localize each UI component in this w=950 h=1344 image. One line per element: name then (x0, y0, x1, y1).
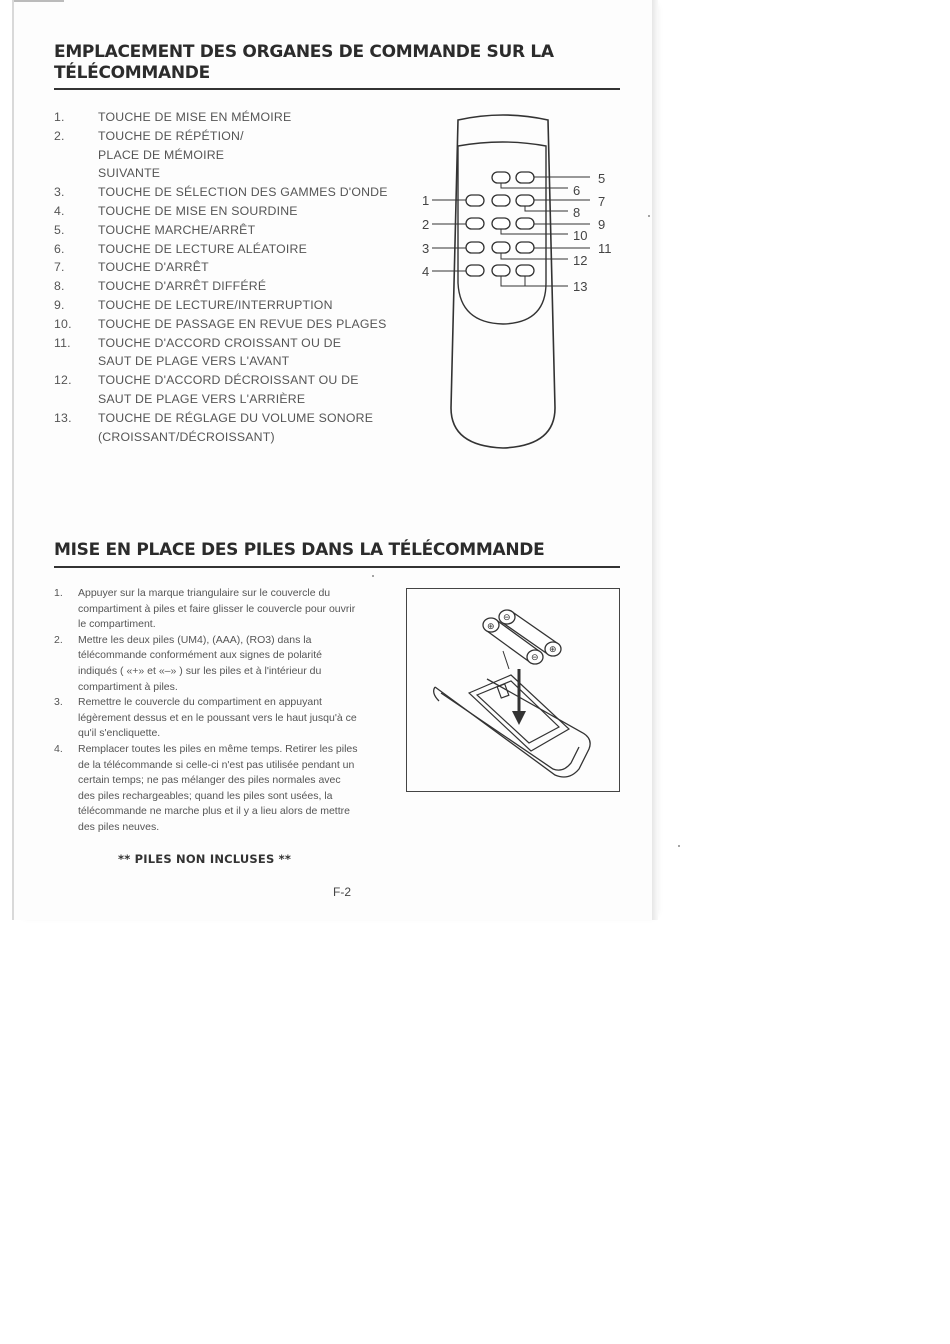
remote-button (466, 218, 484, 229)
list-item: 2. TOUCHE DE RÉPÉTION/ PLACE DE MÉMOIRE SUIVANTE (54, 128, 244, 181)
remote-button (492, 172, 510, 183)
section-title-controls: EMPLACEMENT DES ORGANES DE COMMANDE SUR LA TÉLÉCOMMANDE (54, 42, 554, 83)
callout-numbers (422, 171, 612, 294)
remote-outline (451, 115, 555, 448)
remote-button (516, 265, 534, 276)
callout-label: 5 (598, 171, 606, 186)
remote-button (466, 195, 484, 206)
controls-list (54, 108, 414, 446)
list-item: 1. TOUCHE DE MISE EN MÉMOIRE (54, 110, 292, 124)
callout-label: 3 (422, 241, 430, 256)
callout-label: 8 (573, 205, 581, 220)
callout-label: 4 (422, 264, 430, 279)
plus-symbol-icon: ⊕ (549, 645, 557, 655)
list-item: 4. Remplacer toutes les piles en même temps. Retirer les piles de la télécommande si celle-ci n'est pas utilisée pendant un certain temps; ne pas mélanger des piles normales avec des piles rechargeables; quand les piles sont usées, la télécommande ne marche plus et il y a lieu alors de mettre des piles neuves. (54, 742, 358, 833)
remote-button (492, 195, 510, 206)
page-edge-shadow (652, 0, 658, 920)
callout-label: 9 (598, 217, 606, 232)
list-item: 8. TOUCHE D'ARRÊT DIFFÉRÉ (54, 279, 267, 294)
callout-label: 2 (422, 217, 430, 232)
remote-button (516, 242, 534, 253)
list-item: 2. Mettre les deux piles (UM4), (AAA), (RO3) dans la télécommande conformément aux signes de polarité indiqués ( «+» et «–» ) sur les piles et à l'intérieur du compartiment à piles. (54, 633, 322, 693)
list-item: 4. TOUCHE DE MISE EN SOURDINE (54, 203, 298, 218)
list-item: 7. TOUCHE D'ARRÊT (54, 260, 209, 275)
list-item: 12. TOUCHE D'ACCORD DÉCROISSANT OU DE SAUT DE PLAGE VERS L'ARRIÈRE (54, 373, 359, 406)
callout-label: 11 (598, 241, 612, 256)
remote-button (492, 218, 510, 229)
remote-control-diagram (418, 108, 628, 458)
remote-button (516, 172, 534, 183)
remote-button (516, 218, 534, 229)
callout-label: 6 (573, 183, 581, 198)
batteries-not-included-note: ** PILES NON INCLUSES ** (118, 852, 292, 866)
callout-label: 13 (573, 279, 588, 294)
callout-label: 12 (573, 253, 588, 268)
list-item: 3. Remettre le couvercle du compartiment en appuyant légèrement dessus et en le poussant vers le haut jusqu'à ce qu'il s'encliquette. (54, 696, 357, 740)
callout-label: 10 (573, 228, 588, 243)
minus-symbol-icon: ⊖ (503, 613, 511, 623)
list-item: 6. TOUCHE DE LECTURE ALÉATOIRE (54, 241, 308, 256)
top-rule (14, 0, 64, 2)
speck (372, 575, 374, 577)
list-item: 5. TOUCHE MARCHE/ARRÊT (54, 222, 256, 237)
list-item: 1. Appuyer sur la marque triangulaire sur le couvercle du compartiment à piles et faire glisser le couvercle pour ouvrir le compartiment. (54, 587, 356, 631)
page-number: F-2 (333, 885, 351, 899)
speck (648, 215, 650, 217)
battery-instructions-list (54, 586, 359, 836)
remote-button (516, 195, 534, 206)
title-underline (54, 88, 620, 90)
title-underline (54, 566, 620, 568)
minus-symbol-icon: ⊖ (531, 653, 539, 663)
list-item: 3. TOUCHE DE SÉLECTION DES GAMMES D'ONDE (54, 185, 388, 200)
plus-symbol-icon: ⊕ (487, 622, 495, 632)
battery-install-illustration (406, 588, 620, 792)
list-item: 11. TOUCHE D'ACCORD CROISSANT OU DE SAUT DE PLAGE VERS L'AVANT (54, 335, 342, 369)
callout-label: 1 (422, 193, 430, 208)
remote-button (466, 242, 484, 253)
list-item: 9. TOUCHE DE LECTURE/INTERRUPTION (54, 297, 333, 312)
list-item: 10. TOUCHE DE PASSAGE EN REVUE DES PLAGES (54, 316, 387, 331)
section-title-batteries: MISE EN PLACE DES PILES DANS LA TÉLÉCOMMANDE (54, 540, 545, 560)
speck (678, 845, 680, 847)
remote-button (492, 265, 510, 276)
battery-icon (483, 610, 561, 664)
remote-button (466, 265, 484, 276)
battery-diagram (407, 589, 618, 790)
button-panel (458, 142, 546, 324)
remote-button (492, 242, 510, 253)
callout-label: 7 (598, 194, 606, 209)
list-item: 13. TOUCHE DE RÉGLAGE DU VOLUME SONORE (CROISSANT/DÉCROISSANT) (54, 410, 374, 444)
